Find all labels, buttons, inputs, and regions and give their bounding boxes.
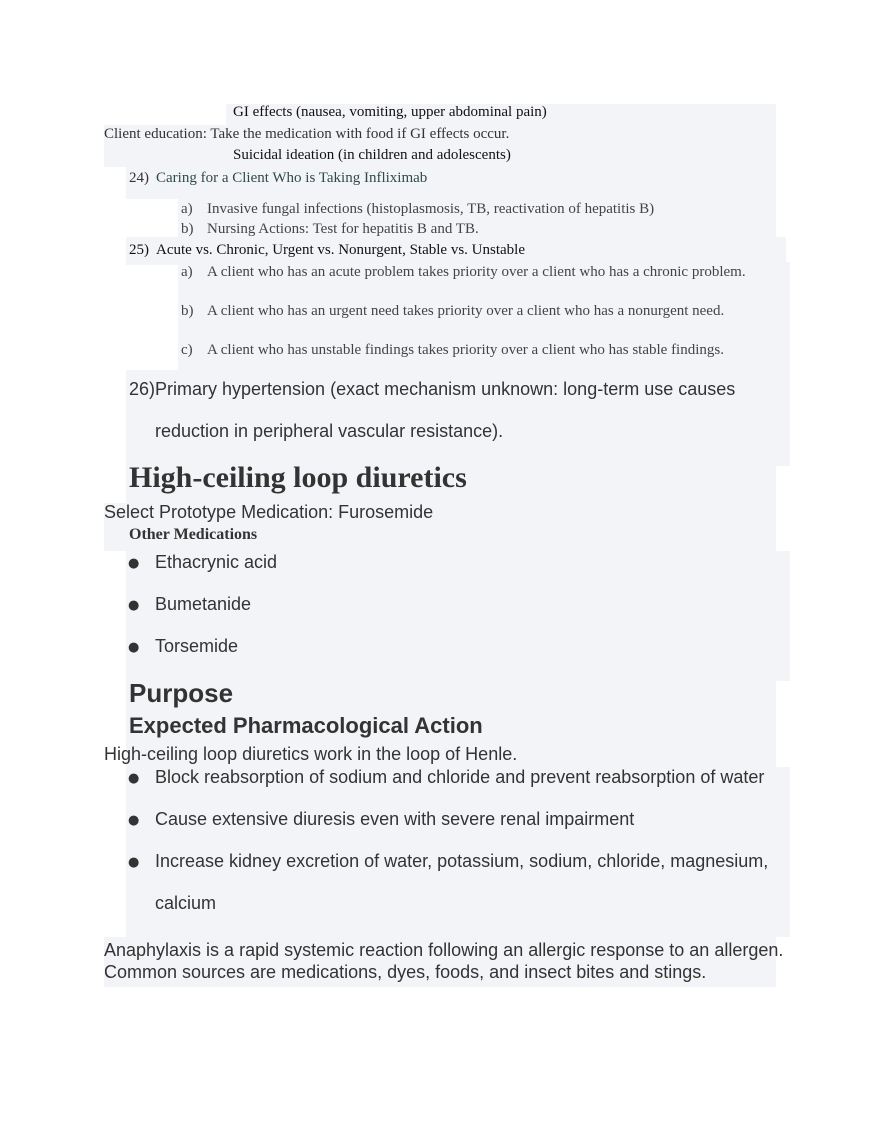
- purpose-bullet: Cause extensive diuresis even with severe renal impairment: [155, 809, 635, 829]
- purpose-bullet-continuation: calcium: [155, 893, 217, 913]
- bullet-icon: ●: [128, 640, 140, 655]
- anaphylaxis-line-1: Anaphylaxis is a rapid systemic reaction following an allergic response to an allergen.: [104, 940, 784, 960]
- purpose-bullet: Increase kidney excretion of water, potassium, sodium, chloride, magnesium,: [155, 851, 769, 871]
- suicidal-ideation-line: Suicidal ideation (in children and adolescents): [233, 147, 511, 163]
- client-education-line: Client education: Take the medication with food if GI effects occur.: [104, 126, 510, 142]
- other-med-item: Bumetanide: [155, 594, 252, 614]
- item-24-sub-a: Invasive fungal infections (histoplasmosis, TB, reactivation of hepatitis B): [207, 201, 655, 217]
- sub-marker: b): [181, 303, 194, 319]
- item-26-line-2: reduction in peripheral vascular resistance).: [155, 421, 504, 441]
- purpose-heading: Purpose: [129, 678, 234, 708]
- item-25-title: Acute vs. Chronic, Urgent vs. Nonurgent, Stable vs. Unstable: [156, 242, 525, 258]
- sub-marker: c): [181, 342, 193, 358]
- section-title: High-ceiling loop diuretics: [129, 461, 467, 494]
- bullet-icon: ●: [128, 598, 140, 613]
- bullet-icon: ●: [128, 771, 140, 786]
- gi-effects-line: GI effects (nausea, vomiting, upper abdominal pain): [233, 104, 547, 120]
- prototype-medication: Select Prototype Medication: Furosemide: [104, 502, 434, 522]
- item-25-sub-a: A client who has an acute problem takes priority over a client who has a chronic problem.: [207, 264, 746, 280]
- bullet-icon: ●: [128, 813, 140, 828]
- list-number-24: 24): [129, 170, 149, 186]
- sub-marker: a): [181, 264, 193, 280]
- anaphylaxis-line-2: Common sources are medications, dyes, foods, and insect bites and stings.: [104, 962, 707, 982]
- item-25-sub-b: A client who has an urgent need takes priority over a client who has a nonurgent need.: [207, 303, 725, 319]
- item-24-title: Caring for a Client Who is Taking Infliximab: [156, 170, 428, 186]
- other-medications-heading: Other Medications: [129, 526, 258, 543]
- item-26-line-1: Primary hypertension (exact mechanism unknown: long-term use causes: [155, 379, 736, 399]
- list-number-26: 26): [129, 379, 156, 399]
- item-25-sub-c: A client who has unstable findings takes priority over a client who has stable findings.: [207, 342, 724, 358]
- purpose-intro: High-ceiling loop diuretics work in the loop of Henle.: [104, 744, 518, 764]
- purpose-bullet: Block reabsorption of sodium and chloride and prevent reabsorption of water: [155, 767, 765, 787]
- list-number-25: 25): [129, 242, 149, 258]
- other-med-item: Ethacrynic acid: [155, 552, 278, 572]
- sub-marker: a): [181, 201, 193, 217]
- sub-marker: b): [181, 221, 194, 237]
- bullet-icon: ●: [128, 855, 140, 870]
- expected-action-heading: Expected Pharmacological Action: [129, 713, 483, 738]
- item-24-sub-b: Nursing Actions: Test for hepatitis B and TB.: [207, 221, 479, 237]
- bullet-icon: ●: [128, 556, 140, 571]
- other-med-item: Torsemide: [155, 636, 239, 656]
